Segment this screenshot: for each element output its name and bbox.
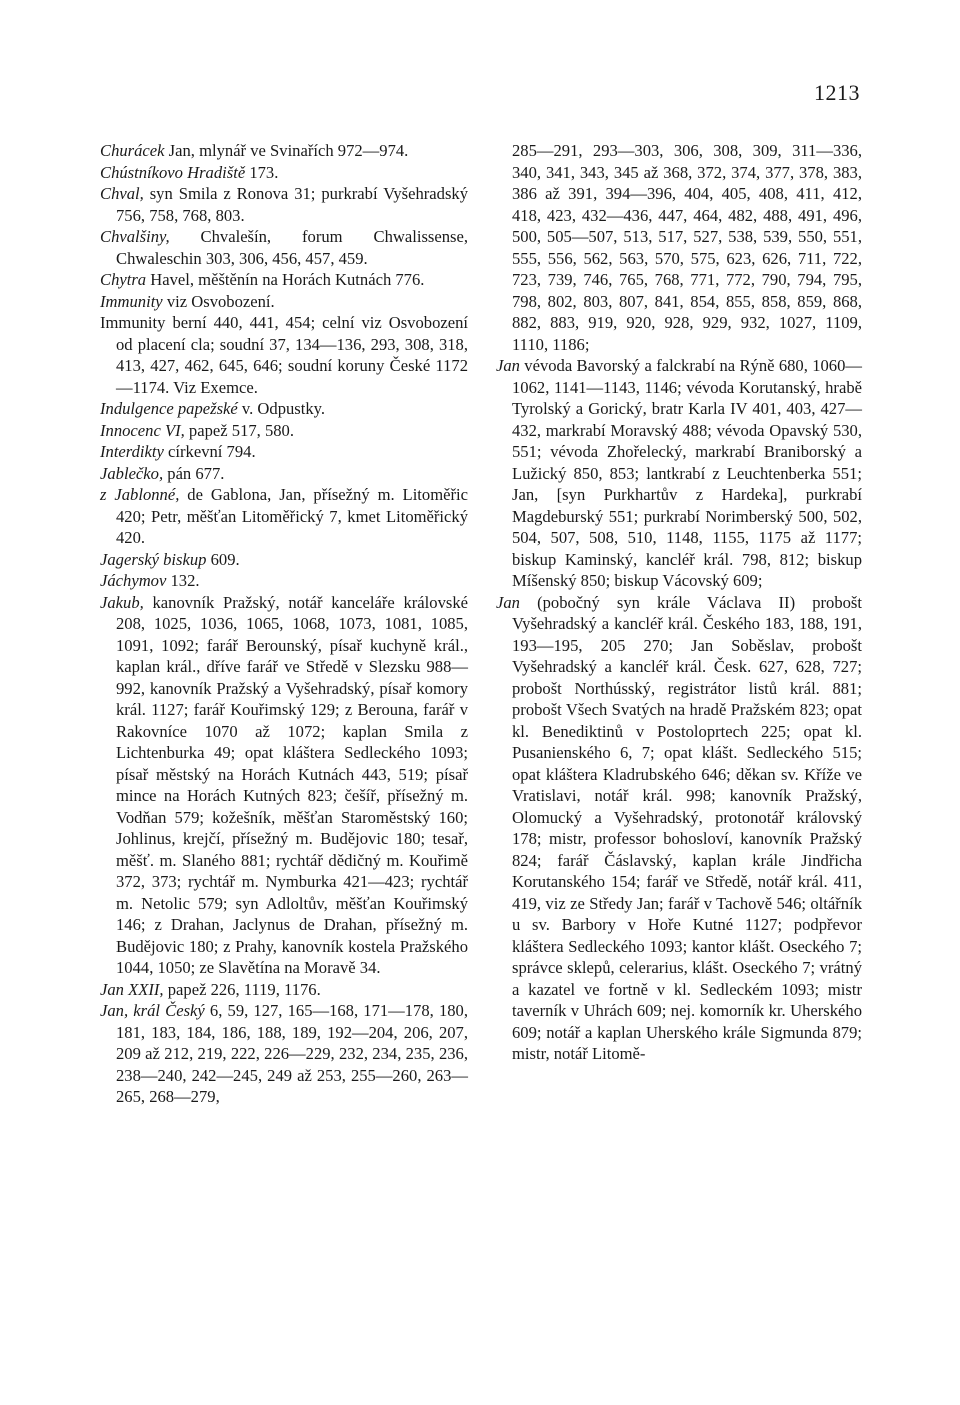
index-entry (100, 312, 468, 398)
entry-headword: Jan (496, 356, 520, 375)
index-entry (100, 162, 468, 184)
entry-headword: Indulgence papežské (100, 399, 238, 418)
entry-headword: Chvalšiny, (100, 227, 170, 246)
entry-text: de Gablona, Jan, přísežný m. Litoměřic 420; Petr, měšťan Litoměřický 7, kmet Litoměřický 420. (116, 485, 468, 547)
index-entry (100, 398, 468, 420)
index-entry (100, 226, 468, 269)
entry-text: církevní 794. (163, 442, 256, 461)
entry-headword: Jan, král Český (100, 1001, 205, 1020)
entry-text: vévoda Bavorský a falckrabí na Rýně 680, 1060—1062, 1141—1143, 1146; vévoda Korutanský, hrabě Tyrolský a Gorický, bratr Karla IV 401, 403, 427—432, markrabí Moravský 488; vévoda Opavský 530, 551; vévoda Zhořelecký, markrabí Braniborský a Lužický 850, 853; lantkrabí z Leuchtenberka 551; Jan, [syn Purkhartův z Hardeka], purkrabí Magdeburský 551; purkrabí Norimberský 500, 502, 504, 507, 508, 510, 1148, 1155, 1175 až 1177; biskup Kaminský, kancléř král. 798, 812; biskup Míšenský 850; biskup Vácovský 609; (512, 356, 862, 590)
index-entry (100, 140, 468, 162)
index-entry (100, 549, 468, 571)
entry-text: 285—291, 293—303, 306, 308, 309, 311—336, 340, 341, 343, 345 až 368, 372, 374, 377, 378, 383, 386 až 391, 394—396, 404, 405, 408, 411, 412, 418, 423, 432—436, 447, 464, 482, 488, 491, 496, 500, 505—507, 513, 517, 527, 538, 539, 550, 551, 555, 556, 562, 563, 570, 575, 623, 626, 711, 722, 723, 739, 746, 765, 768, 771, 772, 790, 794, 795, 798, 802, 803, 807, 841, 854, 855, 858, 859, 868, 882, 883, 919, 920, 928, 929, 932, 1027, 1109, 1110, 1186; (512, 141, 862, 354)
entry-text: papež 517, 580. (184, 420, 294, 440)
entry-headword: Jagerský biskup (100, 549, 207, 569)
index-entry (100, 269, 468, 291)
entry-text: 132. (166, 571, 200, 590)
entry-text: v. Odpustky. (237, 399, 326, 418)
entry-headword: Chústníkovo Hradiště (100, 162, 246, 182)
entry-headword: Chval, (100, 184, 144, 203)
entry-headword: Churácek (100, 141, 165, 160)
entry-text: viz Osvobození. (162, 291, 275, 311)
index-entry (100, 463, 468, 485)
index-entry (100, 441, 468, 463)
entry-headword: Chytra (100, 270, 147, 289)
index-entry (496, 140, 862, 355)
index-entry (100, 1000, 468, 1108)
index-entry (100, 183, 468, 226)
index-entry (100, 484, 468, 549)
index-entry (100, 291, 468, 313)
entry-text: Havel, měštěnín na Horách Kutnách 776. (146, 270, 425, 289)
entry-text: 173. (245, 162, 279, 182)
entry-text: kanovník Pražský, notář kanceláře královské 208, 1025, 1036, 1065, 1068, 1073, 1081, 1085, 1091, 1092; farář Berounský, písař kuchyně král., kaplan král., dříve farář ve Středě v Slezsku 988—992, kanovník Pražský a Vyšehradský, písař komory král. 1127; farář Kouřimský 129; z Berouna, farář v Rakovníce 1070 až 1072; kaplan Smila z Lichtenburka 49; opat kláštera Sedleckého 1093; písař městský na Horách Kutnách 443, 519; písař mince na Horách Kutných 823; češíř, přísežný m. Vodňan 579; kožešník, měšťan Staroměstský 160; Johlinus, krejčí, přísežný m. Budějovic 180; tesař, měšť. m. Slaného 881; rychtář dědičný m. Kouřimě 372, 373; rychtář m. Nymburka 421—423; rychtář m. Netolic 579; syn Adloltův, měšťan Kouřimský 146; z Drahan, Jaclynus de Drahan, přísežný m. Budějovic 180; z Prahy, kanovník kostela Pražského 1044, 1050; ze Slavětína na Moravě 34. (116, 592, 468, 977)
index-entry (496, 355, 862, 592)
entry-text: 609. (206, 549, 240, 569)
entry-headword: Interdikty (100, 442, 164, 461)
entry-headword: z Jablonné, (100, 485, 180, 504)
entry-text: papež 226, 1119, 1176. (163, 979, 321, 999)
index-entry (100, 570, 468, 592)
entry-text: syn Smila z Ronova 31; purkrabí Vyšehradský 756, 758, 768, 803. (116, 184, 468, 225)
entry-headword: Innocenc VI, (100, 420, 185, 440)
index-entry (496, 592, 862, 1065)
entry-headword: Jan (496, 592, 520, 612)
entry-text: (pobočný syn krále Václava II) probošt Vyšehradský a kancléř král. Českého 183, 188, 191, 193—195, 205 270; Jan Soběslav, probošt Vyšehradský a kancléř král. Česk. 627, 628, 727; probošt Northússký, registrátor listů král. 881; probošt Všech Svatých na hradě Pražském 823; opat kl. Benediktinů v Postoloprtech 225; opat kl. Pusanienského 6, 7; opat klášt. Sedleckého 515; opat kláštera Kladrubského 646; děkan sv. Kříže ve Vratislavi, notář král. 998; kanovník Pražský, Olomucký a Vyšehradský, protonotář královský 178; mistr, professor bohosloví, kanovník Pražský 824; farář Čáslavský, kaplan krále Jindřicha Korutanského 154; farář ve Středě, notář král. 411, 419, viz ze Středy Jan; farář v Tachově 546; oltářník u sv. Barbory v Hoře Kutné 1127; podpřevor kláštera Sedleckého 1093; kantor klášt. Oseckého 7; správce sklepů, celerarius, klášt. Oseckého 7; vrátný a kazatel ve fortně v kl. Sedleckém 1093; mistr taverník v Uhrách 609; nej. komorník kr. Uherského 609; notář a kaplan Uherského krále Sigmunda 879; mistr, notář Litomě- (512, 592, 862, 1063)
entry-headword: Immunity (100, 291, 163, 311)
entry-text: Jan, mlynář ve Svinařích 972—974. (164, 141, 409, 160)
entry-text: Immunity berní 440, 441, 454; celní viz Osvobození od placení cla; soudní 37, 134—136, 293, 308, 318, 413, 427, 462, 645, 646; soudní koruny České 1172—1174. Viz Exemce. (100, 313, 468, 397)
index-entry (100, 979, 468, 1001)
index-entry (100, 420, 468, 442)
entry-headword: Jáchymov (100, 571, 167, 590)
entry-headword: Jan XXII, (100, 979, 164, 999)
index-entry (100, 592, 468, 979)
right-column (496, 140, 862, 1065)
entry-headword: Jakub, (100, 592, 144, 612)
entry-text: Chvalešín, forum Chwalissense, Chwaleschin 303, 306, 456, 457, 459. (116, 227, 468, 268)
left-column (100, 140, 468, 1108)
entry-text: 6, 59, 127, 165—168, 171—178, 180, 181, 183, 184, 186, 188, 189, 192—204, 206, 207, 209 až 212, 219, 222, 226—229, 232, 234, 235, 236, 238—240, 242—245, 249 až 253, 255—260, 263—265, 268—279, (116, 1001, 468, 1106)
entry-text: pán 677. (163, 463, 225, 483)
page-number: 1213 (814, 80, 860, 105)
entry-headword: Jablečko, (100, 463, 164, 483)
